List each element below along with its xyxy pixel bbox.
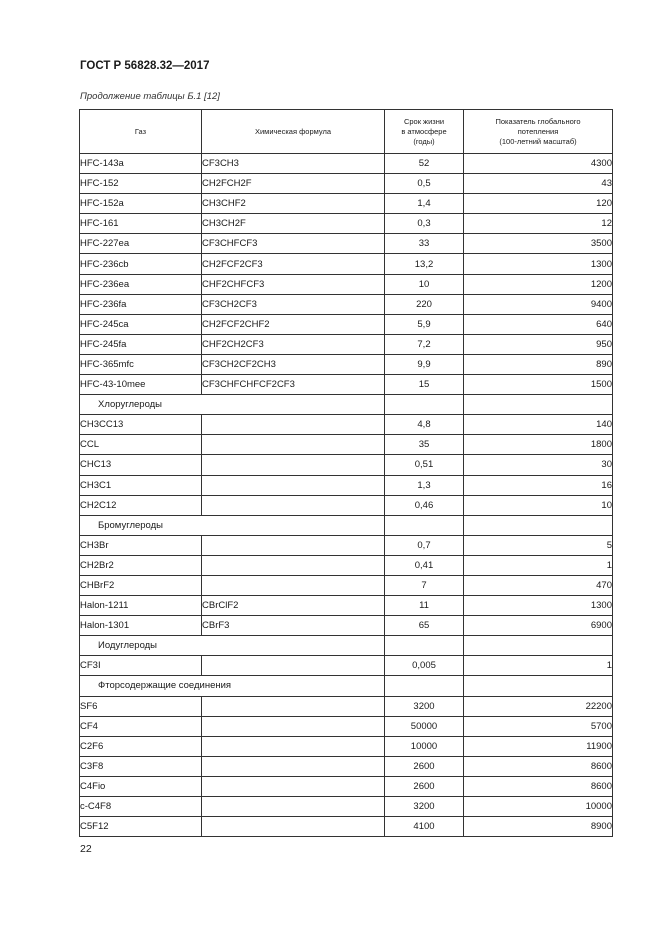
section-empty-gwp <box>464 515 613 535</box>
gwp-cell: 1500 <box>464 375 613 395</box>
gas-cell: C4Fio <box>80 776 202 796</box>
formula-cell: CH3CH2F <box>202 214 385 234</box>
section-row <box>80 515 613 535</box>
gwp-cell: 1200 <box>464 274 613 294</box>
formula-cell: CH2FCH2F <box>202 174 385 194</box>
section-empty-lifetime <box>385 676 464 696</box>
lifetime-cell: 11 <box>385 596 464 616</box>
gwp-cell: 1 <box>464 555 613 575</box>
lifetime-cell: 10000 <box>385 736 464 756</box>
formula-cell: CHF2CHFCF3 <box>202 274 385 294</box>
formula-cell: CHF2CH2CF3 <box>202 334 385 354</box>
gas-cell: CH2C12 <box>80 495 202 515</box>
table-row <box>80 415 613 435</box>
gas-cell: CH3C1 <box>80 475 202 495</box>
gwp-cell: 11900 <box>464 736 613 756</box>
lifetime-cell: 0,41 <box>385 555 464 575</box>
lifetime-cell: 10 <box>385 274 464 294</box>
formula-cell: CH2FCF2CF3 <box>202 254 385 274</box>
gwp-cell: 3500 <box>464 234 613 254</box>
gwp-cell: 5 <box>464 535 613 555</box>
table-row <box>80 817 613 837</box>
lifetime-cell: 7 <box>385 575 464 595</box>
gas-cell: CCL <box>80 435 202 455</box>
gas-cell: HFC-236cb <box>80 254 202 274</box>
gwp-cell: 22200 <box>464 696 613 716</box>
gwp-cell: 8900 <box>464 817 613 837</box>
lifetime-cell: 15 <box>385 375 464 395</box>
section-empty-gwp <box>464 395 613 415</box>
table-row <box>80 776 613 796</box>
table-body <box>80 154 613 837</box>
section-label: Иодуглероды <box>80 636 385 656</box>
header-gwp <box>464 110 613 154</box>
gas-cell: CF4 <box>80 716 202 736</box>
header-gwp-line-3: (100-летний масштаб) <box>499 136 577 146</box>
gwp-cell: 8600 <box>464 756 613 776</box>
formula-cell <box>202 535 385 555</box>
section-label: Фторсодержащие соединения <box>80 676 385 696</box>
lifetime-cell: 0,005 <box>385 656 464 676</box>
gwp-cell: 12 <box>464 214 613 234</box>
table-row <box>80 455 613 475</box>
lifetime-cell: 65 <box>385 616 464 636</box>
section-row <box>80 636 613 656</box>
section-label: Хлоруглероды <box>80 395 385 415</box>
gas-cell: HFC-245ca <box>80 314 202 334</box>
gwp-cell: 890 <box>464 354 613 374</box>
gwp-cell: 1300 <box>464 254 613 274</box>
formula-cell: CF3CH3 <box>202 154 385 174</box>
gas-cell: HFC-236fa <box>80 294 202 314</box>
table-row <box>80 194 613 214</box>
table-row <box>80 174 613 194</box>
formula-cell <box>202 435 385 455</box>
formula-cell <box>202 415 385 435</box>
gwp-cell: 5700 <box>464 716 613 736</box>
gas-cell: HFC-365mfc <box>80 354 202 374</box>
table-row <box>80 375 613 395</box>
header-formula: Химическая формула <box>202 110 385 154</box>
formula-cell <box>202 776 385 796</box>
formula-cell: CF3CHFCHFCF2CF3 <box>202 375 385 395</box>
header-lifetime <box>385 110 464 154</box>
table-row <box>80 274 613 294</box>
section-empty-lifetime <box>385 395 464 415</box>
gas-cell: c-C4F8 <box>80 797 202 817</box>
gwp-cell: 43 <box>464 174 613 194</box>
lifetime-cell: 35 <box>385 435 464 455</box>
formula-cell <box>202 555 385 575</box>
lifetime-cell: 0,5 <box>385 174 464 194</box>
table-row <box>80 435 613 455</box>
gwp-cell: 640 <box>464 314 613 334</box>
formula-cell <box>202 656 385 676</box>
table-row <box>80 294 613 314</box>
gwp-cell: 16 <box>464 475 613 495</box>
table-row <box>80 575 613 595</box>
gas-cell: HFC-236ea <box>80 274 202 294</box>
lifetime-cell: 0,46 <box>385 495 464 515</box>
table-row <box>80 616 613 636</box>
table-row <box>80 716 613 736</box>
page-number: 22 <box>80 843 92 855</box>
formula-cell: CF3CH2CF3 <box>202 294 385 314</box>
gwp-cell: 1 <box>464 656 613 676</box>
gwp-cell: 10 <box>464 495 613 515</box>
formula-cell: CF3CHFCF3 <box>202 234 385 254</box>
header-gwp-line-2: потепления <box>517 126 559 136</box>
table-row <box>80 736 613 756</box>
lifetime-cell: 2600 <box>385 776 464 796</box>
section-empty-lifetime <box>385 515 464 535</box>
gwp-cell: 120 <box>464 194 613 214</box>
table-row <box>80 495 613 515</box>
gwp-cell: 1800 <box>464 435 613 455</box>
table-caption: Продолжение таблицы Б.1 [12] <box>80 91 220 102</box>
formula-cell <box>202 475 385 495</box>
formula-cell <box>202 575 385 595</box>
gwp-cell: 8600 <box>464 776 613 796</box>
table-row <box>80 314 613 334</box>
gwp-cell: 9400 <box>464 294 613 314</box>
formula-cell <box>202 716 385 736</box>
lifetime-cell: 4100 <box>385 817 464 837</box>
gwp-cell: 140 <box>464 415 613 435</box>
gas-cell: HFC-43-10mee <box>80 375 202 395</box>
lifetime-cell: 1,4 <box>385 194 464 214</box>
section-empty-gwp <box>464 676 613 696</box>
table-row <box>80 756 613 776</box>
header-lifetime-line-2: в атмосфере <box>401 126 447 136</box>
table-row <box>80 696 613 716</box>
lifetime-cell: 0,3 <box>385 214 464 234</box>
gas-cell: CH3CC13 <box>80 415 202 435</box>
table-row <box>80 596 613 616</box>
gwp-cell: 950 <box>464 334 613 354</box>
table-row <box>80 535 613 555</box>
table-row <box>80 555 613 575</box>
document-standard-title: ГОСТ Р 56828.32—2017 <box>80 60 210 72</box>
formula-cell: CBrClF2 <box>202 596 385 616</box>
gas-cell: C5F12 <box>80 817 202 837</box>
gas-cell: HFC-227ea <box>80 234 202 254</box>
gas-cell: CH2Br2 <box>80 555 202 575</box>
table-header <box>80 110 613 154</box>
formula-cell <box>202 455 385 475</box>
lifetime-cell: 1,3 <box>385 475 464 495</box>
lifetime-cell: 13,2 <box>385 254 464 274</box>
gwp-cell: 4300 <box>464 154 613 174</box>
header-gas: Газ <box>80 110 202 154</box>
lifetime-cell: 7,2 <box>385 334 464 354</box>
lifetime-cell: 52 <box>385 154 464 174</box>
gas-cell: HFC-245fa <box>80 334 202 354</box>
table-row <box>80 475 613 495</box>
table-row <box>80 214 613 234</box>
header-lifetime-line-1: Срок жизни <box>403 116 445 126</box>
formula-cell: CBrF3 <box>202 616 385 636</box>
gas-table <box>79 109 613 837</box>
gwp-cell: 10000 <box>464 797 613 817</box>
section-empty-lifetime <box>385 636 464 656</box>
gas-cell: CHBrF2 <box>80 575 202 595</box>
gwp-cell: 30 <box>464 455 613 475</box>
section-label: Бромуглероды <box>80 515 385 535</box>
gas-cell: HFC-161 <box>80 214 202 234</box>
table-row <box>80 656 613 676</box>
gas-cell: C3F8 <box>80 756 202 776</box>
lifetime-cell: 2600 <box>385 756 464 776</box>
gas-cell: Halon-1301 <box>80 616 202 636</box>
formula-cell: CH3CHF2 <box>202 194 385 214</box>
gas-cell: CF3I <box>80 656 202 676</box>
table-row <box>80 334 613 354</box>
formula-cell <box>202 495 385 515</box>
gwp-cell: 470 <box>464 575 613 595</box>
gas-cell: HFC-152 <box>80 174 202 194</box>
table-row <box>80 154 613 174</box>
lifetime-cell: 3200 <box>385 797 464 817</box>
lifetime-cell: 4,8 <box>385 415 464 435</box>
lifetime-cell: 3200 <box>385 696 464 716</box>
gwp-cell: 6900 <box>464 616 613 636</box>
lifetime-cell: 50000 <box>385 716 464 736</box>
table-row <box>80 354 613 374</box>
header-gwp-line-1: Показатель глобального <box>495 116 581 126</box>
formula-cell <box>202 756 385 776</box>
formula-cell <box>202 696 385 716</box>
gas-cell: HFC-143a <box>80 154 202 174</box>
gas-cell: HFC-152a <box>80 194 202 214</box>
formula-cell <box>202 817 385 837</box>
lifetime-cell: 0,7 <box>385 535 464 555</box>
formula-cell <box>202 736 385 756</box>
gas-cell: Halon-1211 <box>80 596 202 616</box>
section-empty-gwp <box>464 636 613 656</box>
gas-cell: C2F6 <box>80 736 202 756</box>
lifetime-cell: 220 <box>385 294 464 314</box>
table-row <box>80 254 613 274</box>
table-row <box>80 797 613 817</box>
header-lifetime-line-3: (годы) <box>413 136 435 146</box>
formula-cell: CF3CH2CF2CH3 <box>202 354 385 374</box>
gas-cell: SF6 <box>80 696 202 716</box>
gas-cell: CH3Br <box>80 535 202 555</box>
lifetime-cell: 9,9 <box>385 354 464 374</box>
gas-cell: CHC13 <box>80 455 202 475</box>
lifetime-cell: 33 <box>385 234 464 254</box>
section-row <box>80 676 613 696</box>
formula-cell <box>202 797 385 817</box>
lifetime-cell: 5,9 <box>385 314 464 334</box>
table-row <box>80 234 613 254</box>
gwp-cell: 1300 <box>464 596 613 616</box>
header-row <box>80 110 613 154</box>
lifetime-cell: 0,51 <box>385 455 464 475</box>
section-row <box>80 395 613 415</box>
formula-cell: CH2FCF2CHF2 <box>202 314 385 334</box>
